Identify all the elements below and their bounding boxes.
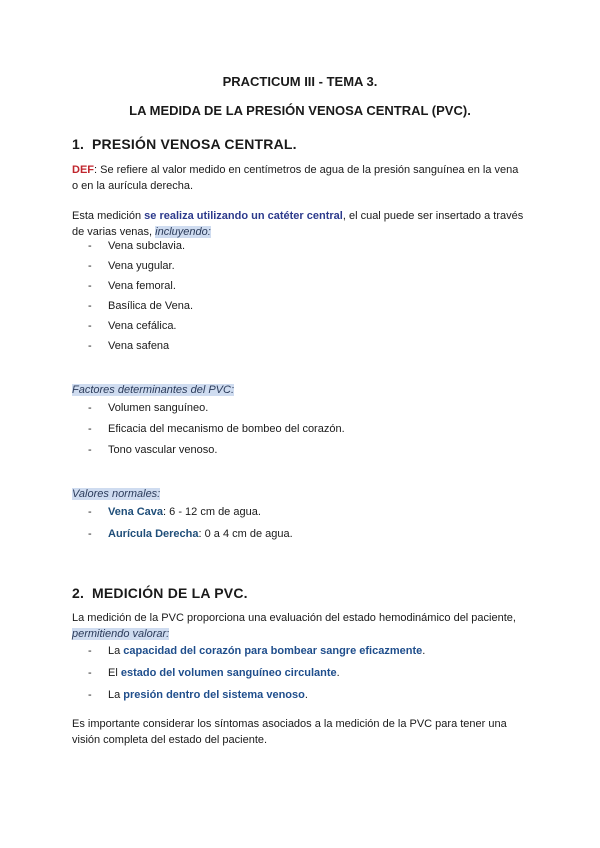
closing-line-1: Es importante considerar los síntomas asociados a la medición de la PVC para tener una <box>72 718 507 730</box>
list-item: - Volumen sanguíneo. <box>88 402 209 414</box>
intro-highlight: permitiendo valorar: <box>72 628 170 640</box>
measure-post: , el cual puede ser insertado a través <box>342 210 524 222</box>
list-item: - La capacidad del corazón para bombear sangre eficazmente. <box>88 645 426 657</box>
section-2-heading-text: MEDICIÓN DE LA PVC. <box>92 585 248 601</box>
def-text-1: : Se refiere al valor medido en centímetros de agua de la presión sanguínea en la vena <box>94 164 519 176</box>
measure-bold: se realiza utilizando un catéter central <box>144 210 343 222</box>
definition-line-1 <box>72 162 518 178</box>
list-item: - Vena subclavia. <box>88 240 186 252</box>
list-item: - Vena safena <box>88 340 170 352</box>
list-item: - Vena cefálica. <box>88 320 177 332</box>
measure-line-2 <box>72 224 211 240</box>
definition-line-2: o en la aurícula derecha. <box>72 180 194 192</box>
list-item: - El estado del volumen sanguíneo circulante. <box>88 667 340 679</box>
measure-pre: Esta medición <box>72 210 145 222</box>
list-item: - Eficacia del mecanismo de bombeo del corazón. <box>88 423 345 435</box>
factors-label: Factores determinantes del PVC: <box>72 384 235 396</box>
section-2-heading <box>72 585 248 601</box>
intro-line-1: La medición de la PVC proporciona una evaluación del estado hemodinámico del paciente, <box>72 612 516 624</box>
document-title: PRACTICUM III - TEMA 3. <box>222 74 378 89</box>
section-1-number: 1. <box>72 136 85 152</box>
section-1-heading-text: PRESIÓN VENOSA CENTRAL. <box>92 136 297 152</box>
measure-line2-pre: de varias venas, <box>72 226 156 238</box>
list-item: - Aurícula Derecha: 0 a 4 cm de agua. <box>88 528 293 540</box>
list-item: - La presión dentro del sistema venoso. <box>88 689 308 701</box>
list-item: - Tono vascular venoso. <box>88 444 218 456</box>
list-item: - Basílica de Vena. <box>88 300 194 312</box>
list-item: - Vena femoral. <box>88 280 176 292</box>
measure-line2-highlight: incluyendo: <box>155 226 211 238</box>
intro-line-2 <box>72 626 169 642</box>
closing-line-2: visión completa del estado del paciente. <box>72 734 268 746</box>
normals-label-line <box>72 486 160 502</box>
section-1-heading <box>72 136 297 152</box>
factors-label-line <box>72 382 234 398</box>
list-item: - Vena yugular. <box>88 260 175 272</box>
document-subtitle: LA MEDIDA DE LA PRESIÓN VENOSA CENTRAL (PVC). <box>129 103 471 118</box>
def-label: DEF <box>72 164 94 176</box>
list-item: - Vena Cava: 6 - 12 cm de agua. <box>88 506 261 518</box>
section-2-number: 2. <box>72 585 85 601</box>
normals-label: Valores normales: <box>72 488 161 500</box>
measure-line-1 <box>72 208 523 224</box>
